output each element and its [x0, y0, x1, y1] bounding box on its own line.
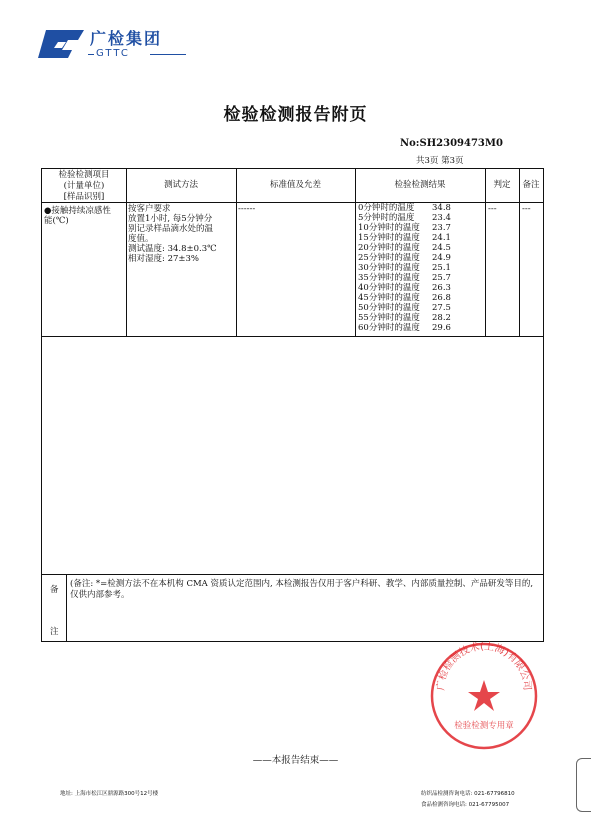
gttc-logo-icon — [38, 28, 84, 60]
page-title: 检验检测报告附页 — [223, 105, 368, 125]
result-list — [358, 203, 468, 333]
header-result: 检验检测结果 — [394, 180, 446, 190]
notes-divider — [42, 574, 543, 575]
notes-text: (备注: *=检测方法不在本机构 CMA 资质认定范围内, 本检测报告仅用于客户科研、教学、内部质量控制、产品研发等目的, 仅供内部参考。 — [70, 579, 534, 600]
row-divider — [42, 336, 543, 337]
col-line-1 — [126, 169, 127, 336]
standard-value: ------ — [238, 204, 256, 214]
result-item: 0分钟时的温度 34.8 — [358, 203, 451, 213]
page-indicator: 共3页 第3页 — [416, 156, 464, 166]
result-item: 5分钟时的温度 23.4 — [358, 213, 451, 223]
notes-label-top: 备 — [50, 585, 59, 595]
result-item: 45分钟时的温度 26.8 — [358, 293, 451, 303]
result-item: 40分钟时的温度 26.3 — [358, 283, 451, 293]
item-name: ●接触持续凉感性 能(℃) — [44, 206, 111, 226]
report-end-marker: ——本报告结束—— — [252, 755, 339, 766]
col-line-5 — [519, 169, 520, 336]
seal-company-text: 广检检测技术(上海)有限公司 — [435, 641, 533, 692]
result-item: 20分钟时的温度 24.5 — [358, 243, 451, 253]
logo-divider-right — [150, 54, 186, 55]
col-line-2 — [236, 169, 237, 336]
result-item: 35分钟时的温度 25.7 — [358, 273, 451, 283]
header-remark: 备注 — [522, 180, 540, 190]
footer-address: 地址: 上海市松江区鼎源路300号12号楼 — [60, 791, 159, 797]
header-item: 检验检测项目 (计量单位) [样品识别] — [58, 170, 110, 202]
result-item: 15分钟时的温度 24.1 — [358, 233, 451, 243]
col-line-3 — [355, 169, 356, 336]
header-method: 测试方法 — [163, 180, 198, 190]
test-method: 按客户要求 放置1小时, 每5分钟分 别记录样品滴水处的温 度值。 测试温度: 34.8±0.3℃ 相对湿度: 27±3% — [128, 204, 217, 264]
results-table — [41, 168, 544, 642]
result-item: 55分钟时的温度 28.2 — [358, 313, 451, 323]
col-line-4 — [485, 169, 486, 336]
footer-textile-phone: 纺织品检测咨询电话: 021-67796810 — [421, 791, 515, 797]
result-item: 50分钟时的温度 27.5 — [358, 303, 451, 313]
result-item: 25分钟时的温度 24.9 — [358, 253, 451, 263]
header-standard: 标准值及允差 — [269, 180, 321, 190]
seal-bottom-text: 检验检测专用章 — [454, 721, 514, 731]
header-judgement: 判定 — [493, 180, 511, 190]
logo-divider-left — [88, 54, 94, 55]
result-item: 60分钟时的温度 29.6 — [358, 323, 451, 333]
official-seal-icon — [428, 640, 540, 752]
result-item: 10分钟时的温度 23.7 — [358, 223, 451, 233]
side-tab-handle[interactable] — [576, 758, 591, 812]
result-item: 30分钟时的温度 25.1 — [358, 263, 451, 273]
company-logo — [38, 22, 188, 66]
footer-food-phone: 食品检测咨询电话: 021-67795007 — [421, 802, 510, 808]
report-number: No:SH2309473M0 — [400, 138, 503, 149]
remark-value: --- — [522, 204, 531, 214]
logo-chinese-name: 广检集团 — [90, 29, 163, 48]
judgement-value: --- — [488, 204, 497, 214]
notes-label-bottom: 注 — [50, 627, 59, 637]
notes-label-divider — [66, 574, 67, 642]
logo-english-name: GTTC — [96, 48, 130, 59]
